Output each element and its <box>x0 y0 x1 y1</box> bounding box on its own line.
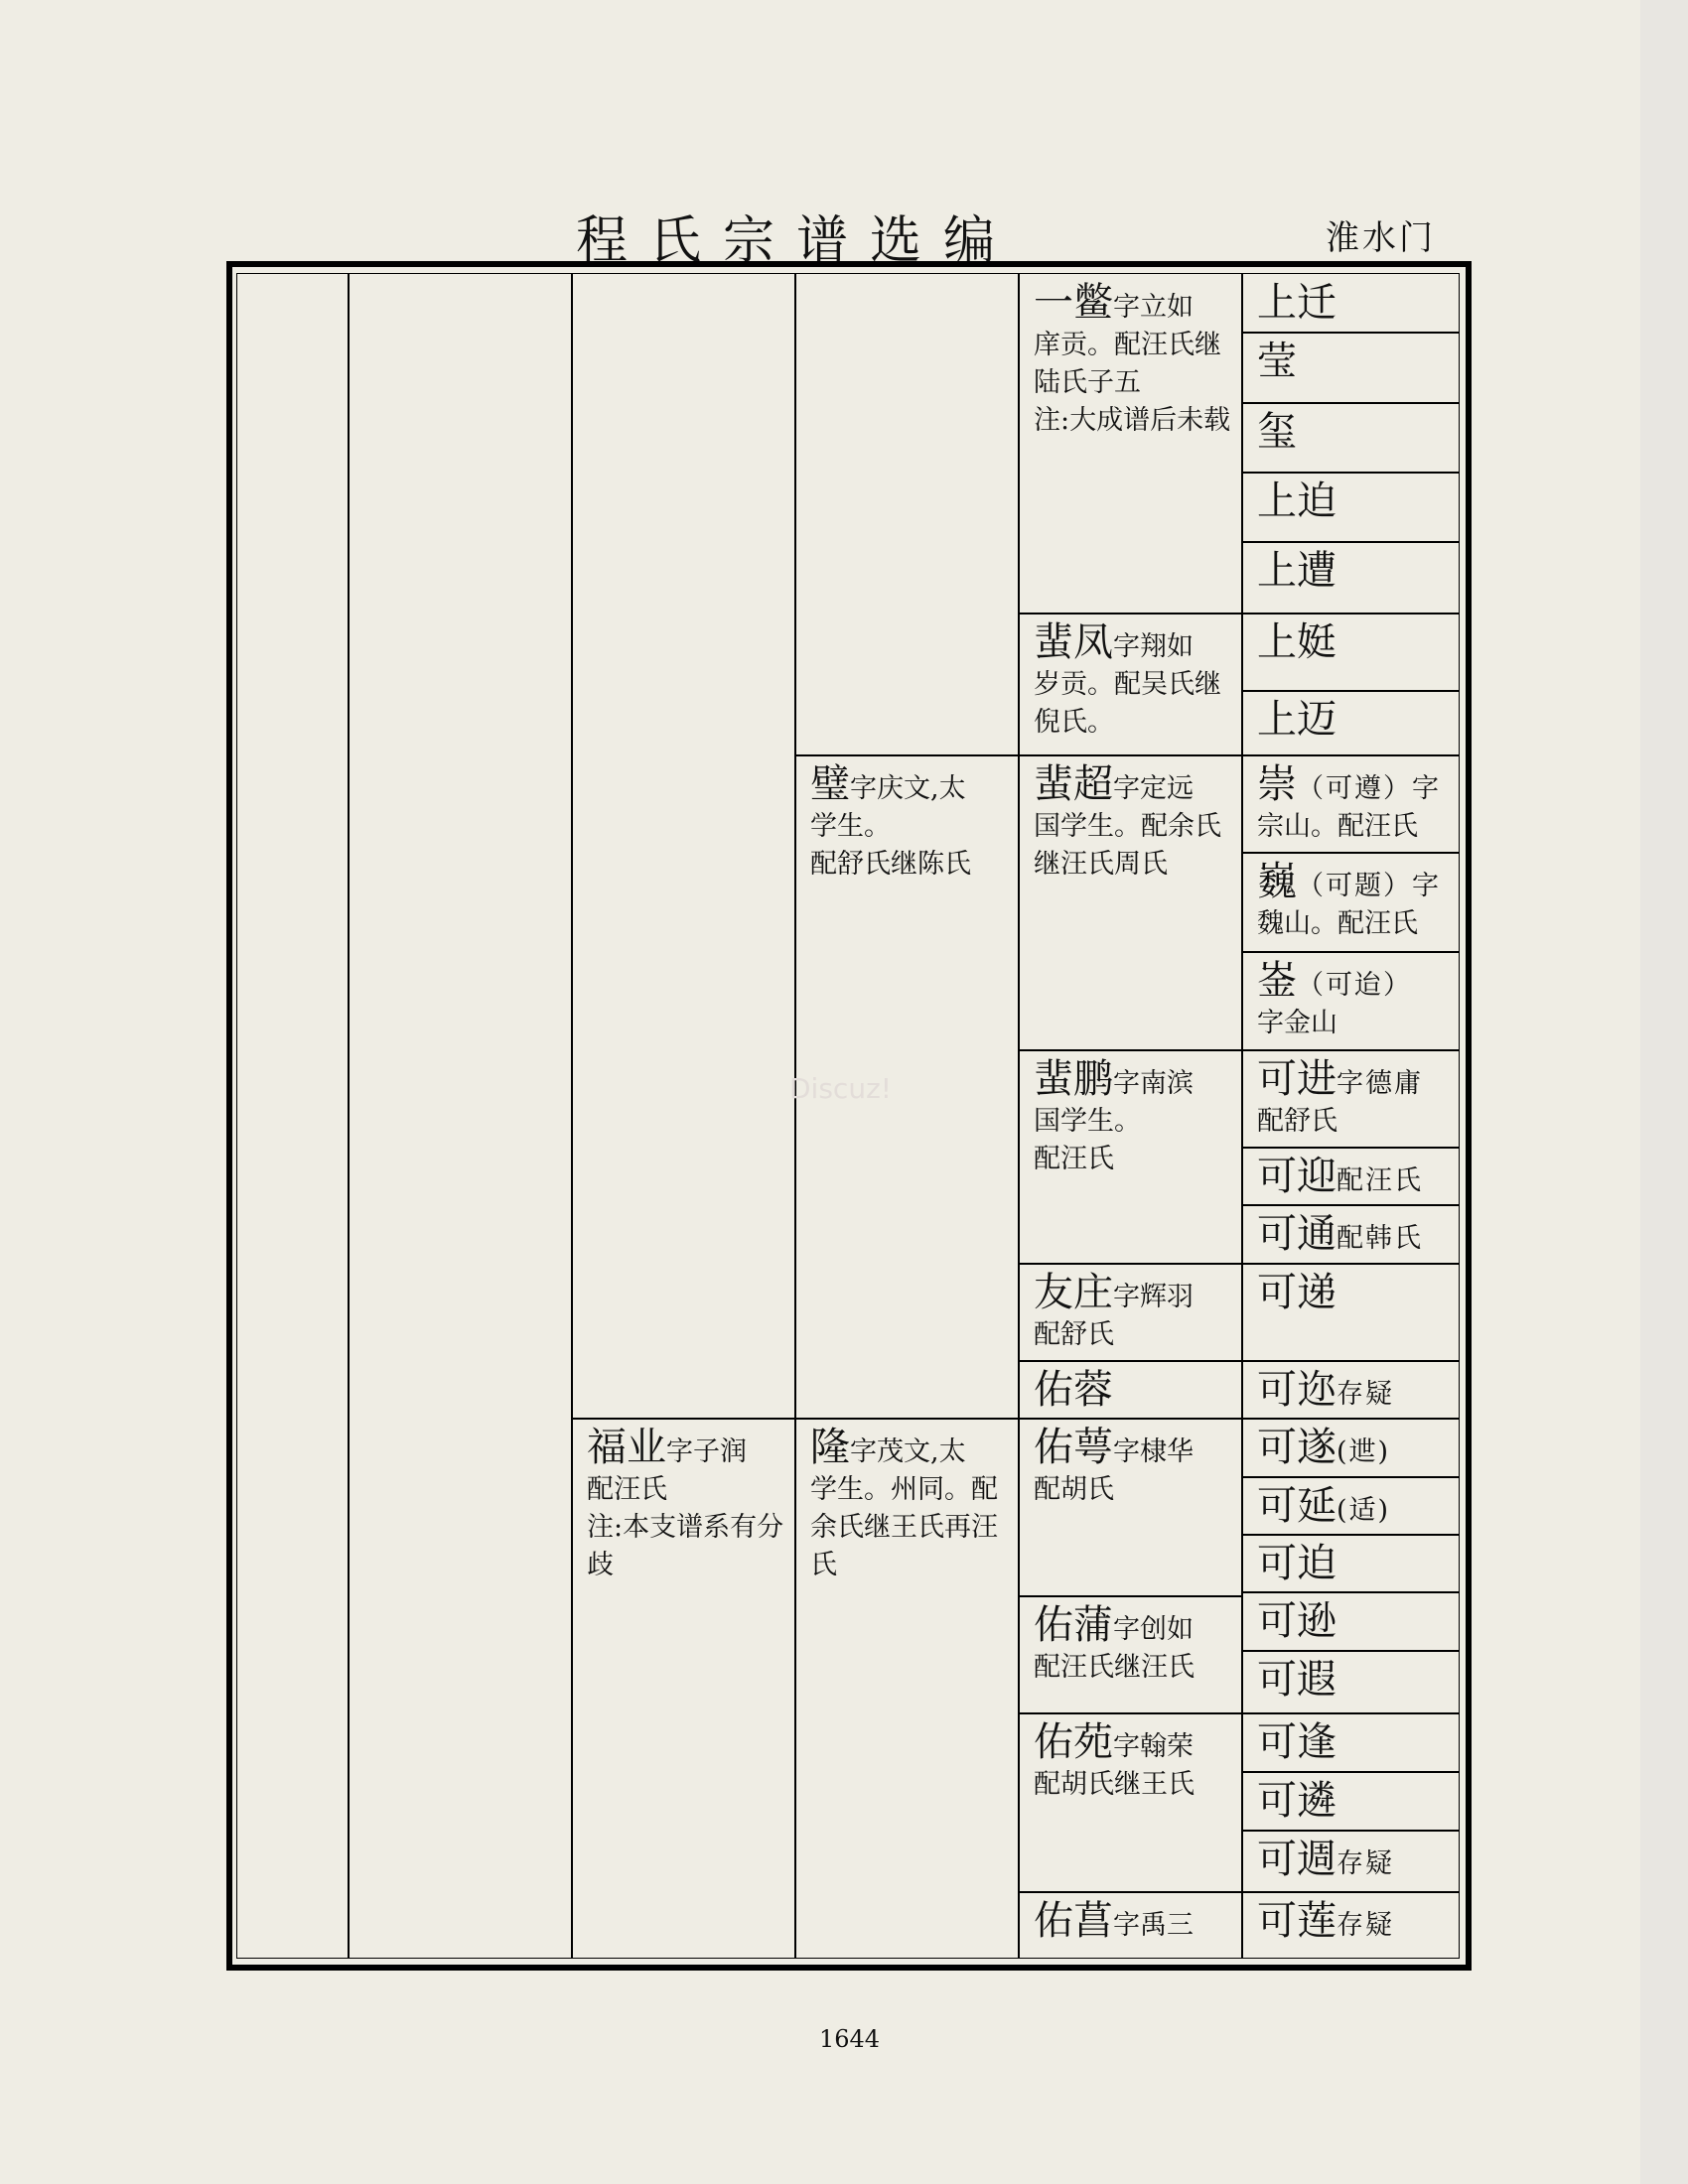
person-name: 佑苑 <box>1034 1719 1113 1765</box>
row-divider <box>1241 402 1460 404</box>
column-divider <box>1241 273 1243 1958</box>
note-lead: 字茂文,太 <box>850 1436 966 1467</box>
person-name: 蜚超 <box>1034 761 1113 807</box>
row-divider <box>1241 1591 1460 1593</box>
name-annotation: （可迨） <box>1297 970 1412 1001</box>
person-name: 佑蒲 <box>1034 1602 1113 1648</box>
col-6-entry <box>1257 338 1452 385</box>
row-divider <box>1241 1147 1460 1149</box>
person-note: 配汪氏 注:本支谱系有分歧 <box>587 1474 784 1580</box>
person-name: 巍 <box>1257 859 1297 904</box>
person-note: 庠贡。配汪氏继陆氏子五 注:大成谱后未载 <box>1034 330 1231 436</box>
person-name: 可迎 <box>1257 1154 1336 1199</box>
col-6-entry <box>1257 1777 1452 1825</box>
col-6-entry <box>1257 760 1452 846</box>
row-divider <box>1018 1049 1241 1051</box>
col-6-entry <box>1257 1210 1452 1258</box>
name-annotation: （可题）字 <box>1297 871 1441 901</box>
note-lead: 字定远 <box>1113 773 1194 804</box>
row-divider <box>1241 690 1460 692</box>
person-note: 配汪氏继汪氏 <box>1034 1652 1195 1683</box>
note-lead: 字翔如 <box>1113 631 1194 662</box>
note-lead: 字辉羽 <box>1113 1282 1194 1312</box>
person-name: 可莲 <box>1257 1898 1336 1944</box>
note-lead: 字创如 <box>1113 1614 1194 1645</box>
col-5-entry <box>1034 618 1233 742</box>
branch-label: 淮水门 <box>1326 218 1436 258</box>
note-lead: 字子润 <box>666 1436 747 1467</box>
name-annotation: 存疑 <box>1336 1848 1394 1879</box>
col-6-entry <box>1257 618 1452 666</box>
note-lead: 字南滨 <box>1113 1068 1194 1099</box>
person-name: 可逊 <box>1257 1598 1336 1644</box>
col-6-entry <box>1257 1482 1452 1530</box>
person-name: 隆 <box>810 1425 850 1470</box>
col-5-entry <box>1034 1269 1233 1354</box>
row-divider <box>1018 1891 1241 1893</box>
row-divider <box>1018 613 1241 614</box>
person-note: 配舒氏 <box>1257 1106 1337 1137</box>
person-name: 可逢 <box>1257 1719 1336 1765</box>
person-note: 配胡氏 <box>1034 1474 1114 1505</box>
col-6-entry <box>1257 858 1452 943</box>
col-3-entry <box>587 1424 786 1584</box>
person-name: 可遐 <box>1257 1657 1336 1703</box>
row-divider <box>1241 541 1460 543</box>
row-divider <box>1241 852 1460 854</box>
person-name: 崟 <box>1257 958 1297 1004</box>
note-lead: 字庆文,太 <box>850 773 966 804</box>
row-divider <box>1241 613 1460 614</box>
person-name: 可延 <box>1257 1483 1336 1529</box>
person-name: 上遭 <box>1257 548 1336 594</box>
col-6-entry <box>1257 957 1452 1042</box>
col-5-entry <box>1034 1424 1233 1509</box>
person-name: 一鳖 <box>1034 280 1113 326</box>
row-divider <box>1241 1204 1460 1206</box>
note-lead: 字棣华 <box>1113 1436 1194 1467</box>
col-5-entry <box>1034 279 1233 440</box>
name-annotation: （可遵）字 <box>1297 773 1441 804</box>
note-lead: 字翰荣 <box>1113 1731 1194 1762</box>
note-lead: 字禹三 <box>1113 1910 1194 1941</box>
person-name: 可迩 <box>1257 1367 1336 1413</box>
page-title: 程氏宗谱选编 <box>576 211 1018 271</box>
row-divider <box>1241 1650 1460 1652</box>
col-6-entry <box>1257 696 1452 744</box>
person-name: 璧 <box>810 761 850 807</box>
person-note: 岁贡。配吴氏继倪氏。 <box>1034 669 1221 738</box>
col-6-entry <box>1257 1055 1452 1141</box>
watermark: Discuz! <box>789 1072 892 1105</box>
col-5-entry <box>1034 760 1233 884</box>
row-divider <box>1241 1049 1460 1051</box>
person-note: 国学生。 配汪氏 <box>1034 1106 1141 1174</box>
col-6-entry <box>1257 547 1452 595</box>
person-note: 学生。 配舒氏继陈氏 <box>810 811 971 880</box>
person-name: 可遴 <box>1257 1778 1336 1824</box>
col-6-entry <box>1257 478 1452 525</box>
note-lead: 字立如 <box>1113 292 1194 323</box>
name-annotation: 存疑 <box>1336 1379 1394 1410</box>
row-divider <box>1018 1263 1241 1265</box>
person-note: 配胡氏继王氏 <box>1034 1769 1195 1800</box>
col-6-entry <box>1257 1836 1452 1883</box>
col-6-entry <box>1257 279 1452 327</box>
col-6-entry <box>1257 1269 1452 1316</box>
name-annotation: 存疑 <box>1336 1910 1394 1941</box>
person-note: 配舒氏 <box>1034 1319 1114 1350</box>
person-note: 宗山。配汪氏 <box>1257 811 1418 842</box>
person-name: 崇 <box>1257 761 1297 807</box>
col-6-entry <box>1257 1718 1452 1766</box>
column-divider <box>348 273 350 1958</box>
col-5-entry <box>1034 1055 1233 1178</box>
person-name: 可迫 <box>1257 1541 1336 1586</box>
person-note: 国学生。配余氏继汪氏周氏 <box>1034 811 1221 880</box>
person-note: 字金山 <box>1257 1008 1337 1038</box>
col-6-entry <box>1257 408 1452 456</box>
page-number: 1644 <box>819 2025 881 2053</box>
col-5-entry <box>1034 1601 1233 1687</box>
col-5-entry <box>1034 1897 1233 1945</box>
col-6-entry <box>1257 1153 1452 1200</box>
col-4-entry <box>810 1424 1010 1584</box>
name-annotation: 配韩氏 <box>1336 1223 1423 1254</box>
name-annotation: 配汪氏 <box>1336 1165 1423 1196</box>
person-name: 上迁 <box>1257 280 1336 326</box>
name-annotation: 字德庸 <box>1336 1068 1423 1099</box>
person-name: 上迈 <box>1257 697 1336 743</box>
person-name: 佑菖 <box>1034 1898 1113 1944</box>
person-name: 上娗 <box>1257 619 1336 665</box>
person-name: 上迫 <box>1257 478 1336 524</box>
column-divider <box>794 273 796 1958</box>
col-6-entry <box>1257 1366 1452 1414</box>
row-divider <box>1018 754 1241 756</box>
col-6-entry <box>1257 1540 1452 1587</box>
row-divider <box>1241 332 1460 334</box>
row-divider <box>1241 1263 1460 1265</box>
name-annotation: (适) <box>1336 1495 1391 1526</box>
row-divider <box>1241 1712 1460 1714</box>
row-divider <box>1241 1476 1460 1478</box>
person-name: 可通 <box>1257 1211 1336 1257</box>
person-name: 佑萼 <box>1034 1425 1113 1470</box>
row-divider <box>1241 951 1460 953</box>
row-divider <box>1241 472 1460 474</box>
row-divider <box>1241 1891 1460 1893</box>
row-divider <box>1018 1595 1241 1597</box>
name-annotation: (迣) <box>1336 1436 1391 1467</box>
row-divider <box>1018 1418 1241 1420</box>
row-divider <box>1241 1771 1460 1773</box>
person-name: 玺 <box>1257 409 1297 455</box>
row-divider <box>1241 1830 1460 1832</box>
row-divider <box>794 754 1018 756</box>
person-name: 佑蓉 <box>1034 1367 1113 1413</box>
row-divider <box>1241 1418 1460 1420</box>
col-6-entry <box>1257 1597 1452 1645</box>
col-6-entry <box>1257 1656 1452 1704</box>
person-note: 魏山。配汪氏 <box>1257 908 1418 939</box>
row-divider <box>1241 1534 1460 1536</box>
col-6-entry <box>1257 1424 1452 1471</box>
row-divider <box>1018 1360 1241 1362</box>
person-note: 学生。州同。配余氏继王氏再汪氏 <box>810 1474 998 1580</box>
person-name: 可週 <box>1257 1837 1336 1882</box>
person-name: 可遂 <box>1257 1425 1336 1470</box>
person-name: 莹 <box>1257 339 1297 384</box>
row-divider <box>1018 1712 1241 1714</box>
person-name: 可进 <box>1257 1056 1336 1102</box>
row-divider <box>571 1418 794 1420</box>
column-divider <box>1018 273 1020 1958</box>
person-name: 蜚凤 <box>1034 619 1113 665</box>
row-divider <box>794 1418 1018 1420</box>
person-name: 蜚鹏 <box>1034 1056 1113 1102</box>
col-4-entry <box>810 760 1010 884</box>
person-name: 友庄 <box>1034 1270 1113 1315</box>
row-divider <box>1241 754 1460 756</box>
col-5-entry <box>1034 1366 1233 1414</box>
person-name: 可递 <box>1257 1270 1336 1315</box>
person-name: 福业 <box>587 1425 666 1470</box>
row-divider <box>1241 1360 1460 1362</box>
col-5-entry <box>1034 1718 1233 1804</box>
col-6-entry <box>1257 1897 1452 1945</box>
column-divider <box>571 273 573 1958</box>
